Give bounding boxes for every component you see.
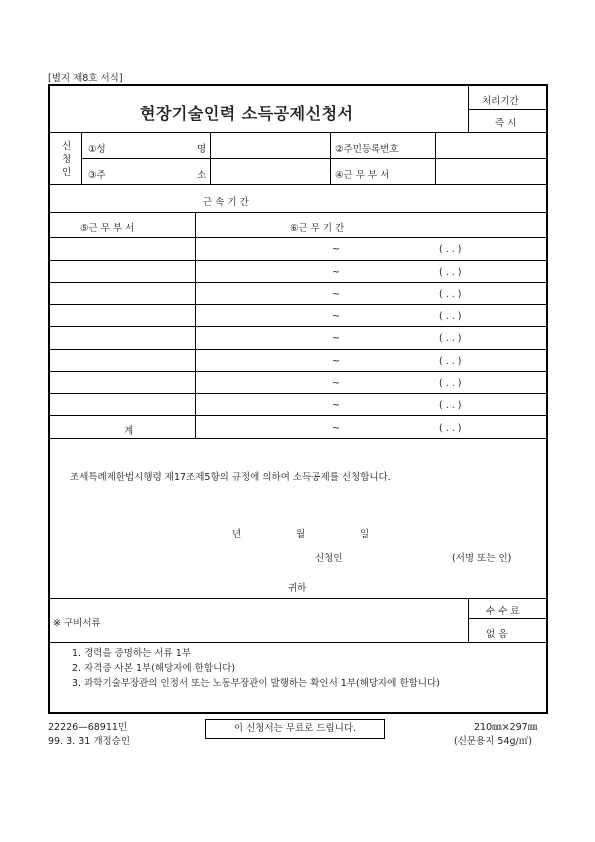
dept-column-header: ⑤근 무 부 서 — [80, 223, 135, 234]
applicant-label-1: 신 — [62, 141, 72, 152]
period-row-3-date: ( . . ) — [439, 289, 462, 300]
signature-hint: (서명 또는 인) — [452, 553, 512, 564]
period-row-2-tilde: ~ — [332, 267, 340, 278]
period-row-3-tilde: ~ — [332, 289, 340, 300]
recipient-label: 귀하 — [288, 583, 307, 594]
form-code: 22226—68911민 — [48, 722, 128, 733]
document-item-3: 3. 과학기술부장관의 인정서 또는 노동부장관이 발행하는 확인서 1부(해당자에 한합니다) — [72, 678, 440, 689]
free-notice-box — [205, 719, 385, 739]
period-row-8-tilde: ~ — [332, 400, 340, 411]
form-number-label: [별지 제8호 서식] — [48, 73, 123, 84]
applicant-label-2: 청 — [62, 154, 72, 165]
period-row-2-date: ( . . ) — [439, 267, 462, 278]
total-row-tilde: ~ — [332, 423, 340, 434]
applicant-signer-label: 신청인 — [315, 553, 343, 564]
total-row-date: ( . . ) — [439, 423, 462, 434]
name-label: ①성 — [88, 144, 106, 155]
form-title: 현장기술인력 소득공제신청서 — [140, 104, 354, 123]
processing-period-value: 즉 시 — [495, 118, 517, 129]
form-frame — [48, 84, 548, 714]
fee-label: 수 수 료 — [486, 606, 520, 617]
applicant-label-3: 인 — [62, 167, 72, 178]
period-row-4-tilde: ~ — [332, 311, 340, 322]
date-year-label: 년 — [232, 529, 242, 540]
period-row-7-tilde: ~ — [332, 378, 340, 389]
period-row-5-date: ( . . ) — [439, 333, 462, 344]
period-row-5-tilde: ~ — [332, 333, 340, 344]
required-documents-header: ※ 구비서류 — [53, 618, 101, 629]
period-row-4-date: ( . . ) — [439, 311, 462, 322]
approval-date: 99. 3. 31 개정승인 — [48, 736, 131, 747]
fee-value: 없 음 — [486, 629, 508, 640]
address-label: ③주 — [88, 170, 106, 181]
processing-period-label: 처리기간 — [482, 96, 519, 107]
date-month-label: 월 — [296, 529, 306, 540]
period-row-6-date: ( . . ) — [439, 356, 462, 367]
free-notice-text: 이 신청서는 무료로 드립니다. — [233, 723, 357, 734]
address-label-suffix: 소 — [197, 170, 207, 181]
period-row-7-date: ( . . ) — [439, 378, 462, 389]
service-period-header: 근 속 기 간 — [203, 197, 249, 208]
period-row-6-tilde: ~ — [332, 356, 340, 367]
period-row-8-date: ( . . ) — [439, 400, 462, 411]
document-item-1: 1. 경력을 증명하는 서류 1부 — [72, 648, 191, 659]
period-row-1-tilde: ~ — [332, 244, 340, 255]
application-statement: 조세특례제한법시행령 제17조제5항의 규정에 의하여 소득공제를 신청합니다. — [70, 472, 391, 483]
date-day-label: 일 — [360, 529, 370, 540]
name-label-suffix: 명 — [197, 144, 207, 155]
period-column-header: ⑥근 무 기 간 — [290, 223, 345, 234]
paper-size: 210㎜×297㎜ — [474, 722, 538, 733]
resident-number-label: ②주민등록번호 — [335, 144, 399, 155]
workplace-label: ④근 무 부 서 — [335, 170, 390, 181]
paper-type: (신문용지 54g/㎡) — [454, 736, 532, 747]
period-row-1-date: ( . . ) — [439, 244, 462, 255]
document-item-2: 2. 자격증 사본 1부(해당자에 한합니다) — [72, 663, 236, 674]
total-row-label: 계 — [124, 426, 134, 437]
